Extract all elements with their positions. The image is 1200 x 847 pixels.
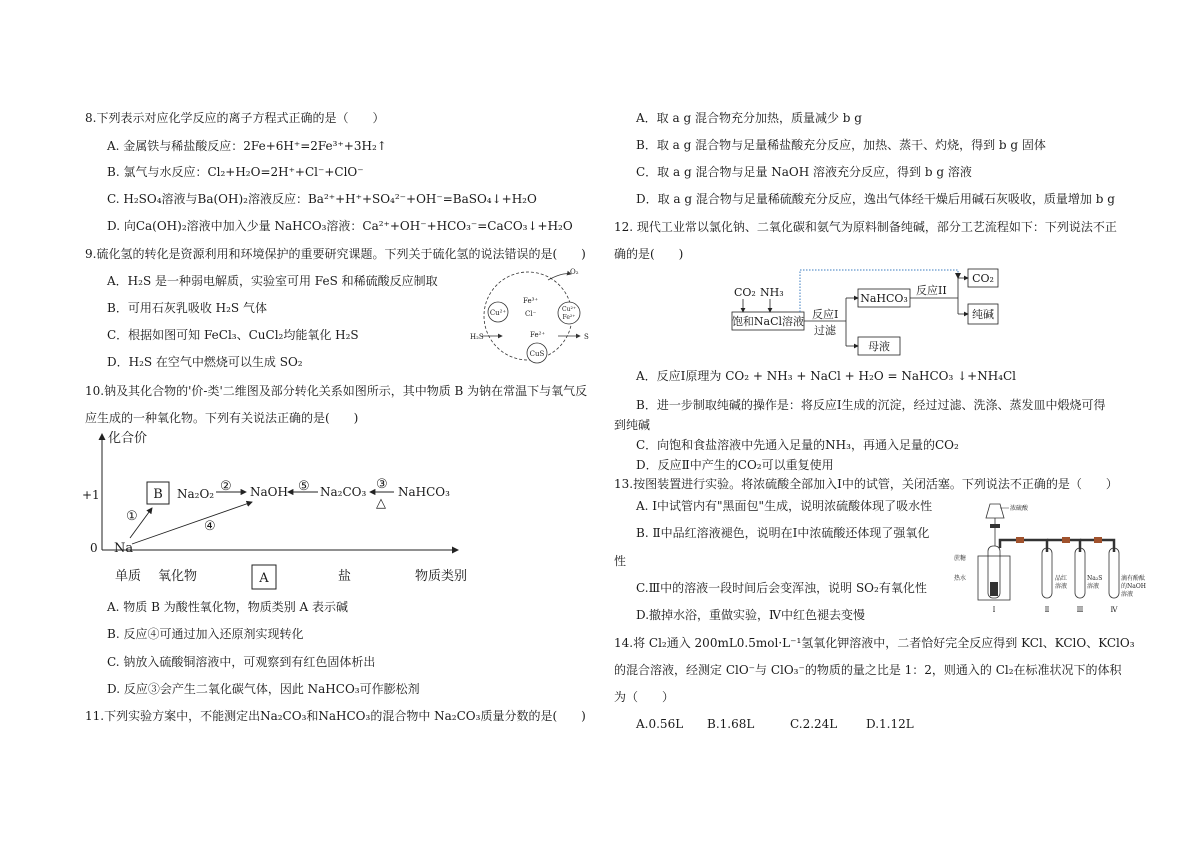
q13-option-c[interactable]: C.Ⅲ中的溶液一段时间后会变浑浊，说明 SO₂有氧化性 [636, 581, 927, 595]
q13-apparatus-diagram [952, 496, 1146, 620]
q11-stem: 11.下列实验方案中，不能测定出Na₂CO₃和NaHCO₃的混合物中 Na₂CO₃质量分数的是( ) [85, 709, 586, 723]
q14-option-a[interactable]: A.0.56L [636, 717, 684, 731]
q13-option-d[interactable]: D.撤掉水浴，重做实验，Ⅳ中红色褪去变慢 [636, 608, 865, 622]
species-na: Na [114, 541, 134, 556]
q13-option-a[interactable]: A. Ⅰ中试管内有"黑面包"生成，说明浓硫酸体现了吸水性 [636, 499, 933, 513]
species-na2o2: Na₂O₂ [177, 487, 215, 501]
q9-option-b[interactable]: B．可用石灰乳吸收 H₂S 气体 [107, 301, 267, 315]
label-IV: Ⅳ [1110, 606, 1118, 614]
q13-stem: 13.按图装置进行实验。将浓硫酸全部加入Ⅰ中的试管，关闭活塞。下列说法不正确的是（ ） [614, 477, 1118, 491]
flow-reaction2: 反应II [916, 284, 947, 297]
cu2b-label: Cu²⁺ [561, 306, 577, 313]
flow-mother-liquor: 母液 [868, 340, 890, 353]
q12-stem-line2: 确的是( ) [614, 247, 684, 261]
q8-stem: 8.下列表示对应化学反应的离子方程式正确的是（ ） [85, 111, 385, 125]
q14-option-c[interactable]: C.2.24L [790, 717, 838, 731]
species-na2co3: Na₂CO₃ [320, 485, 367, 499]
x-axis-label: 物质类别 [415, 569, 468, 584]
s-label: S [584, 333, 589, 341]
q11-option-d[interactable]: D．取 a g 混合物与足量稀硫酸充分反应，逸出气体经干燥后用碱石灰吸收，质量增加 b g [636, 192, 1115, 206]
reaction-4: ④ [204, 519, 216, 534]
species-nahco3: NaHCO₃ [398, 485, 450, 499]
q9-option-d[interactable]: D．H₂S 在空气中燃烧可以生成 SO₂ [107, 355, 303, 369]
label-conc-acid: 浓硫酸 [1010, 505, 1029, 512]
q12-option-a[interactable]: A．反应Ⅰ原理为 CO₂ + NH₃ + NaCl + H₂O = NaHCO₃ ↓+NH₄Cl [636, 369, 1017, 383]
label-na2s-solution: 溶液 [1087, 583, 1100, 590]
q12-option-b-line2: 到纯碱 [614, 418, 651, 432]
q10-option-c[interactable]: C. 钠放入硫酸铜溶液中，可观察到有红色固体析出 [107, 655, 376, 669]
q8-option-a[interactable]: A. 金属铁与稀盐酸反应：2Fe+6H⁺=2Fe³⁺+3H₂↑ [107, 139, 387, 153]
q12-stem-line1: 12. 现代工业常以氯化钠、二氧化碳和氨气为原料制备纯碱，部分工艺流程如下：下列说法不正 [614, 220, 1117, 234]
q14-stem-line3: 为（ ） [614, 690, 675, 704]
reaction-3: ③ [376, 477, 388, 492]
label-II: Ⅱ [1044, 606, 1050, 614]
label-phenol-2: 的NaOH [1121, 583, 1146, 590]
reaction-2: ② [220, 479, 232, 494]
cu2-label: Cu²⁺ [489, 309, 507, 317]
label-fuchsin: 品红 [1055, 575, 1068, 582]
tick-0: 0 [90, 541, 98, 555]
label-sucrose: 蔗糖 [954, 555, 967, 562]
q10-stem-line2: 应生成的一种氧化物。下列有关说法正确的是( ) [85, 411, 359, 425]
q8-option-b[interactable]: B. 氯气与水反应：Cl₂+H₂O=2H⁺+Cl⁻+ClO⁻ [107, 165, 364, 179]
flow-soda-ash: 纯碱 [972, 308, 994, 321]
label-phenol-1: 滴有酚酞 [1121, 575, 1146, 582]
cat-oxide: 氧化物 [158, 569, 198, 584]
fe2b-label: Fe²⁺ [530, 331, 546, 339]
h2s-label: H₂S [470, 333, 484, 341]
q11-option-c[interactable]: C．取 a g 混合物与足量 NaOH 溶液充分反应，得到 b g 溶液 [636, 165, 972, 179]
q10-option-b[interactable]: B. 反应④可通过加入还原剂实现转化 [107, 627, 304, 641]
cat-a: A [259, 571, 269, 586]
q9-option-a[interactable]: A．H₂S 是一种弱电解质，实验室可用 FeS 和稀硫酸反应制取 [107, 274, 438, 288]
q14-stem-line2: 的混合溶液，经测定 ClO⁻与 ClO₃⁻的物质的量之比是 1：2，则通入的 Cl₂在标准状况下的体积 [614, 663, 1122, 677]
q8-option-c[interactable]: C. H₂SO₄溶液与Ba(OH)₂溶液反应：Ba²⁺+H⁺+SO₄²⁻+OH⁻=BaSO₄↓+H₂O [107, 192, 537, 206]
flow-co2-out: CO₂ [972, 272, 994, 285]
q12-option-d[interactable]: D．反应Ⅱ中产生的CO₂可以重复使用 [636, 458, 834, 472]
q12-option-b-line1[interactable]: B．进一步制取纯碱的操作是：将反应Ⅰ生成的沉淀，经过过滤、洗涤、蒸发皿中煅烧可得 [636, 398, 1106, 412]
q13-option-b-line2: 性 [614, 554, 627, 568]
q10-option-a[interactable]: A. 物质 B 为酸性氧化物，物质类别 A 表示碱 [107, 600, 349, 614]
q9-option-c[interactable]: C．根据如图可知 FeCl₃、CuCl₂均能氧化 H₂S [107, 328, 359, 342]
reaction-1: ① [126, 509, 138, 524]
y-axis-label: 化合价 [108, 431, 148, 446]
fe2-label: Fe²⁺ [562, 314, 576, 321]
reaction-5: ⑤ [298, 479, 310, 494]
fe3-label: Fe³⁺ [523, 297, 539, 305]
label-III: Ⅲ [1076, 606, 1084, 614]
label-I: Ⅰ [992, 606, 996, 614]
q13-option-b-line1[interactable]: B. Ⅱ中品红溶液褪色，说明在Ⅰ中浓硫酸还体现了强氧化 [636, 526, 930, 540]
cus-label: CuS [529, 350, 545, 358]
heat-symbol: △ [376, 496, 386, 511]
tick-plus1: +1 [82, 488, 100, 502]
species-b: B [153, 487, 163, 502]
q14-option-b[interactable]: B.1.68L [707, 717, 755, 731]
cat-element: 单质 [115, 569, 142, 584]
flow-filter: 过滤 [814, 324, 836, 337]
q9-stem: 9.硫化氢的转化是资源利用和环境保护的重要研究课题。下列关于硫化氢的说法错误的是( ) [85, 247, 586, 261]
q11-option-a[interactable]: A．取 a g 混合物充分加热，质量减少 b g [636, 111, 862, 125]
q9-cycle-diagram [468, 266, 596, 366]
label-hot-water: 热水 [954, 575, 967, 582]
q10-valence-class-chart [80, 428, 480, 588]
q8-option-d[interactable]: D. 向Ca(OH)₂溶液中加入少量 NaHCO₃溶液：Ca²⁺+OH⁻+HCO₃⁻=CaCO₃↓+H₂O [107, 219, 573, 233]
flow-nh3: NH₃ [760, 286, 784, 299]
flow-brine: 饱和NaCl溶液 [731, 315, 805, 328]
q10-stem-line1: 10.钠及其化合物的'价-类'二维图及部分转化关系如图所示，其中物质 B 为钠在常温下与氧气反 [85, 384, 588, 398]
q14-option-d[interactable]: D.1.12L [866, 717, 914, 731]
q11-option-b[interactable]: B．取 a g 混合物与足量稀盐酸充分反应，加热、蒸干、灼烧，得到 b g 固体 [636, 138, 1046, 152]
q10-option-d[interactable]: D. 反应③会产生二氧化碳气体，因此 NaHCO₃可作膨松剂 [107, 682, 420, 696]
species-naoh: NaOH [250, 485, 288, 499]
cat-salt: 盐 [338, 569, 352, 584]
o2-label: O₂ [570, 268, 579, 276]
q12-option-c[interactable]: C．向饱和食盐溶液中先通入足量的NH₃，再通入足量的CO₂ [636, 438, 959, 452]
flow-nahco3: NaHCO₃ [860, 292, 908, 305]
flow-reaction1: 反应I [812, 308, 839, 321]
label-fuchsin-solution: 溶液 [1055, 583, 1068, 590]
label-na2s: Na₂S [1087, 575, 1103, 582]
flow-co2-in: CO₂ [734, 286, 756, 299]
cl-label: Cl⁻ [525, 310, 537, 318]
q14-stem-line1: 14.将 Cl₂通入 200mL0.5mol·L⁻¹氢氧化钾溶液中，二者恰好完全反应得到 KCl、KClO、KClO₃ [614, 636, 1135, 650]
q12-process-flow [728, 266, 1008, 360]
label-phenol-3: 溶液 [1121, 591, 1134, 598]
